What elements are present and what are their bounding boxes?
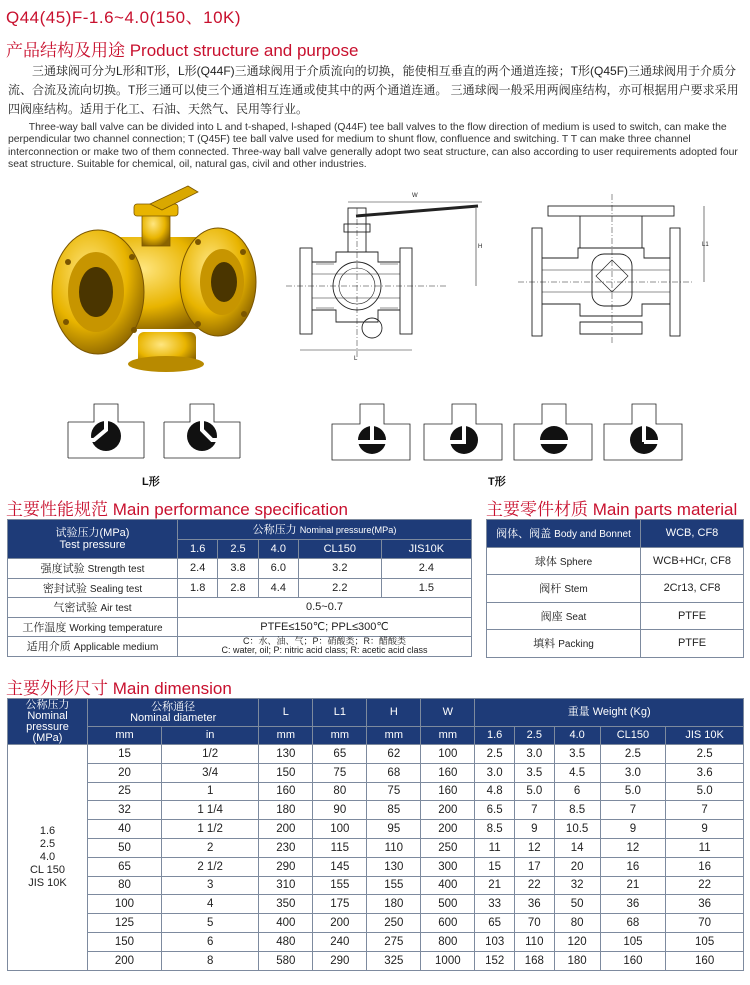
table-cell: 5.0	[666, 782, 744, 801]
table-cell: 110	[367, 838, 421, 857]
l-type-flow-diagrams	[64, 392, 244, 472]
table-cell: 2.5	[475, 745, 515, 764]
table-cell: 25	[88, 782, 162, 801]
table-cell: 180	[554, 951, 600, 970]
material-table	[486, 519, 744, 658]
table-cell: 3.6	[666, 763, 744, 782]
table-cell: 275	[367, 932, 421, 951]
header-l1: L1	[313, 699, 367, 727]
table-cell: 3.5	[514, 763, 554, 782]
intro-english: Three-way ball valve can be divided into L and t-shaped, l-shaped (Q44F) tee ball valves to the flow direction of medium is used to switch, can make the perpendicular two channel connection; T (Q45F) tee ball valve used for medium to shunt flow, confluence and switching. T T can make three channel interconnection or make two of them connected. Three-way ball valve generally adopt two seat structure, can also according to user requirements adopted four seat structure. Suitable for chemical, oil, natural gas, civil and other industries.	[8, 122, 738, 171]
table-cell: 70	[514, 914, 554, 933]
dim-label-l: L	[354, 356, 358, 362]
table-row	[8, 932, 744, 951]
table-cell: 11	[475, 838, 515, 857]
header-w: W	[421, 699, 475, 727]
table-row: 阀座 Seat PTFE	[487, 602, 744, 630]
table-cell: 8.5	[475, 820, 515, 839]
table-cell: 200	[88, 951, 162, 970]
table-cell: 32	[554, 876, 600, 895]
table-cell: 8.5	[554, 801, 600, 820]
section-title-material: 主要零件材质 Main parts material	[486, 500, 738, 519]
header-nominal-pressure: 公称压力 Nominal pressure (MPa)	[8, 699, 88, 745]
table-cell: 21	[475, 876, 515, 895]
table-cell: 85	[367, 801, 421, 820]
table-cell: 130	[259, 745, 313, 764]
table-cell: 8	[161, 951, 258, 970]
table-cell: 16	[666, 857, 744, 876]
table-row: 强度试验 Strength test 2.4 3.8 6.0 3.2 2.4	[8, 559, 472, 579]
table-cell: 65	[313, 745, 367, 764]
table-cell: 125	[88, 914, 162, 933]
pressure-col: 4.0	[258, 539, 298, 559]
table-cell: 155	[367, 876, 421, 895]
table-cell: 160	[421, 763, 475, 782]
table-cell: 36	[600, 895, 666, 914]
t-type-flow-diagrams	[330, 398, 694, 472]
unit-mm: mm	[313, 727, 367, 745]
table-row	[8, 895, 744, 914]
table-cell: 5.0	[514, 782, 554, 801]
table-cell: 180	[259, 801, 313, 820]
pressure-value: JIS 10K	[28, 876, 67, 889]
table-cell: 80	[313, 782, 367, 801]
table-cell: 160	[421, 782, 475, 801]
table-cell: 2.5	[600, 745, 666, 764]
dim-label-w: W	[412, 193, 418, 199]
table-row: 阀杆 Stem 2Cr13, CF8	[487, 575, 744, 603]
table-cell: 200	[421, 801, 475, 820]
table-cell: 3.0	[514, 745, 554, 764]
pressure-col: CL150	[298, 539, 381, 559]
table-cell: 68	[600, 914, 666, 933]
table-cell: 120	[554, 932, 600, 951]
table-cell: 105	[666, 932, 744, 951]
table-cell: 3/4	[161, 763, 258, 782]
table-cell: 155	[313, 876, 367, 895]
performance-table	[7, 519, 472, 657]
table-cell: 230	[259, 838, 313, 857]
table-cell: 240	[313, 932, 367, 951]
pressure-value: 2.5	[39, 837, 56, 850]
table-cell: 9	[514, 820, 554, 839]
table-cell: 7	[514, 801, 554, 820]
table-cell: 6.5	[475, 801, 515, 820]
table-cell: 15	[475, 857, 515, 876]
table-cell: 480	[259, 932, 313, 951]
table-cell: 90	[313, 801, 367, 820]
table-cell: 160	[600, 951, 666, 970]
table-cell: 12	[514, 838, 554, 857]
table-cell: 3	[161, 876, 258, 895]
table-cell: 290	[313, 951, 367, 970]
table-cell: 20	[88, 763, 162, 782]
unit-in: in	[161, 727, 258, 745]
table-cell: 200	[421, 820, 475, 839]
table-cell: 160	[259, 782, 313, 801]
table-cell: 36	[666, 895, 744, 914]
table-cell: 168	[514, 951, 554, 970]
unit-mm: mm	[367, 727, 421, 745]
table-cell: 65	[475, 914, 515, 933]
header-nominal-diameter: 公称通径 Nominal diameter	[88, 699, 259, 727]
table-cell: 14	[554, 838, 600, 857]
table-cell: 110	[514, 932, 554, 951]
table-cell: 100	[313, 820, 367, 839]
table-cell: 50	[554, 895, 600, 914]
pressure-col: 1.6	[178, 539, 218, 559]
table-cell: 130	[367, 857, 421, 876]
pressure-values-cell	[8, 745, 88, 971]
table-cell: 10.5	[554, 820, 600, 839]
table-cell: 17	[514, 857, 554, 876]
header-l: L	[259, 699, 313, 727]
section-title-performance: 主要性能规范 Main performance specification	[6, 500, 349, 519]
header-weight: 重量 Weight (Kg)	[475, 699, 744, 727]
weight-col: 2.5	[514, 727, 554, 745]
dim-label-h: H	[478, 244, 483, 250]
table-row	[8, 763, 744, 782]
table-cell: 11	[666, 838, 744, 857]
table-cell: 150	[88, 932, 162, 951]
table-cell: 4.8	[475, 782, 515, 801]
table-cell: 580	[259, 951, 313, 970]
table-cell: 3.0	[600, 763, 666, 782]
table-cell: 12	[600, 838, 666, 857]
table-row: 气密试验 Air test 0.5~0.7	[8, 598, 472, 618]
caption-l-type: L形	[142, 476, 160, 488]
table-row	[8, 857, 744, 876]
table-row	[8, 876, 744, 895]
table-cell: 1/2	[161, 745, 258, 764]
table-cell: 15	[88, 745, 162, 764]
table-cell: 70	[666, 914, 744, 933]
table-cell: 22	[666, 876, 744, 895]
weight-col: JIS 10K	[666, 727, 744, 745]
pressure-value: CL 150	[29, 863, 66, 876]
table-cell: 115	[313, 838, 367, 857]
table-cell: 16	[600, 857, 666, 876]
table-cell: 310	[259, 876, 313, 895]
table-cell: 400	[259, 914, 313, 933]
table-cell: 200	[259, 820, 313, 839]
table-row	[8, 801, 744, 820]
header-test-pressure: 试验压力(MPa) Test pressure	[8, 520, 178, 559]
table-cell: 290	[259, 857, 313, 876]
table-row: 密封试验 Sealing test 1.8 2.8 4.4 2.2 1.5	[8, 578, 472, 598]
table-cell: 180	[367, 895, 421, 914]
table-cell: 800	[421, 932, 475, 951]
table-cell: 300	[421, 857, 475, 876]
weight-col: CL150	[600, 727, 666, 745]
section-title-dimension: 主要外形尺寸 Main dimension	[6, 679, 232, 698]
table-cell: 105	[600, 932, 666, 951]
pressure-col: JIS10K	[381, 539, 471, 559]
table-cell: 103	[475, 932, 515, 951]
table-cell: 5	[161, 914, 258, 933]
dim-label-l1: L1	[702, 242, 709, 248]
model-title: Q44(45)F-1.6~4.0(150、10K)	[6, 8, 242, 27]
table-cell: 1	[161, 782, 258, 801]
table-cell: 75	[313, 763, 367, 782]
header-nominal-pressure: 公称压力 Nominal pressure(MPa)	[178, 520, 472, 540]
table-cell: 33	[475, 895, 515, 914]
table-cell: 22	[514, 876, 554, 895]
table-cell: 250	[367, 914, 421, 933]
table-cell: 152	[475, 951, 515, 970]
pressure-value: 4.0	[39, 850, 56, 863]
table-row	[8, 914, 744, 933]
table-cell: 325	[367, 951, 421, 970]
weight-col: 1.6	[475, 727, 515, 745]
unit-mm: mm	[421, 727, 475, 745]
table-cell: 100	[421, 745, 475, 764]
table-cell: 500	[421, 895, 475, 914]
table-cell: 7	[600, 801, 666, 820]
table-cell: 2 1/2	[161, 857, 258, 876]
unit-mm: mm	[88, 727, 162, 745]
unit-mm: mm	[259, 727, 313, 745]
table-row	[8, 838, 744, 857]
table-cell: 36	[514, 895, 554, 914]
table-cell: 2	[161, 838, 258, 857]
section-title-structure: 产品结构及用途 Product structure and purpose	[6, 41, 359, 60]
table-cell: 95	[367, 820, 421, 839]
table-cell: 5.0	[600, 782, 666, 801]
table-cell: 600	[421, 914, 475, 933]
table-cell: 1 1/4	[161, 801, 258, 820]
table-row	[8, 951, 744, 970]
table-cell: 145	[313, 857, 367, 876]
table-cell: 20	[554, 857, 600, 876]
table-cell: 9	[666, 820, 744, 839]
dimension-table	[7, 698, 744, 971]
table-row	[8, 820, 744, 839]
valve-side-drawing	[518, 188, 714, 348]
header-h: H	[367, 699, 421, 727]
table-cell: 250	[421, 838, 475, 857]
table-cell: 100	[88, 895, 162, 914]
table-row: 适用介质 Applicable medium C：水、油、气；P：硝酸类；R：醋酸类 C: water, oil; P: nitric acid class; R: acetic acid class	[8, 637, 472, 657]
table-cell: 68	[367, 763, 421, 782]
table-cell: 4.5	[554, 763, 600, 782]
intro-chinese: 三通球阀可分为L形和T形，L形(Q44F)三通球阀用于介质流向的切换，能使相互垂直的两个通道连接；T形(Q45F)三通球阀用于介质分流、合流及流向切换。T形三通可以使三个通道相互连通或使其中的两个通道连通。 三通球阀一般采用两阀座结构，亦可根据用户要求采用四阀座结构。适用于化工、石油、天然气、民用等行业。	[8, 64, 739, 116]
table-cell: 21	[600, 876, 666, 895]
table-cell: 150	[259, 763, 313, 782]
table-cell: 75	[367, 782, 421, 801]
table-cell: 65	[88, 857, 162, 876]
table-cell: 400	[421, 876, 475, 895]
pressure-col: 2.5	[218, 539, 258, 559]
table-row: 填料 Packing PTFE	[487, 630, 744, 658]
valve-section-drawing	[286, 188, 486, 364]
table-cell: 175	[313, 895, 367, 914]
table-cell: 3.0	[475, 763, 515, 782]
caption-t-type: T形	[488, 476, 506, 488]
table-cell: 40	[88, 820, 162, 839]
table-cell: 1000	[421, 951, 475, 970]
table-cell: 80	[88, 876, 162, 895]
table-cell: 160	[666, 951, 744, 970]
table-cell: 9	[600, 820, 666, 839]
table-cell: 62	[367, 745, 421, 764]
table-cell: 32	[88, 801, 162, 820]
table-row	[8, 782, 744, 801]
table-row	[8, 745, 744, 764]
dimension-table-body	[8, 745, 744, 971]
table-row: 工作温度 Working temperature PTFE≤150℃; PPL≤300℃	[8, 617, 472, 637]
table-cell: 4	[161, 895, 258, 914]
table-cell: 1 1/2	[161, 820, 258, 839]
table-cell: 200	[313, 914, 367, 933]
weight-col: 4.0	[554, 727, 600, 745]
table-cell: 6	[554, 782, 600, 801]
table-cell: 80	[554, 914, 600, 933]
table-cell: 3.5	[554, 745, 600, 764]
table-cell: 350	[259, 895, 313, 914]
table-cell: 7	[666, 801, 744, 820]
table-cell: 50	[88, 838, 162, 857]
valve-photo	[38, 182, 268, 372]
table-cell: 6	[161, 932, 258, 951]
pressure-value: 1.6	[39, 824, 56, 837]
table-cell: 2.5	[666, 745, 744, 764]
table-row: 阀体、阀盖 Body and Bonnet WCB, CF8	[487, 520, 744, 548]
table-row: 球体 Sphere WCB+HCr, CF8	[487, 547, 744, 575]
